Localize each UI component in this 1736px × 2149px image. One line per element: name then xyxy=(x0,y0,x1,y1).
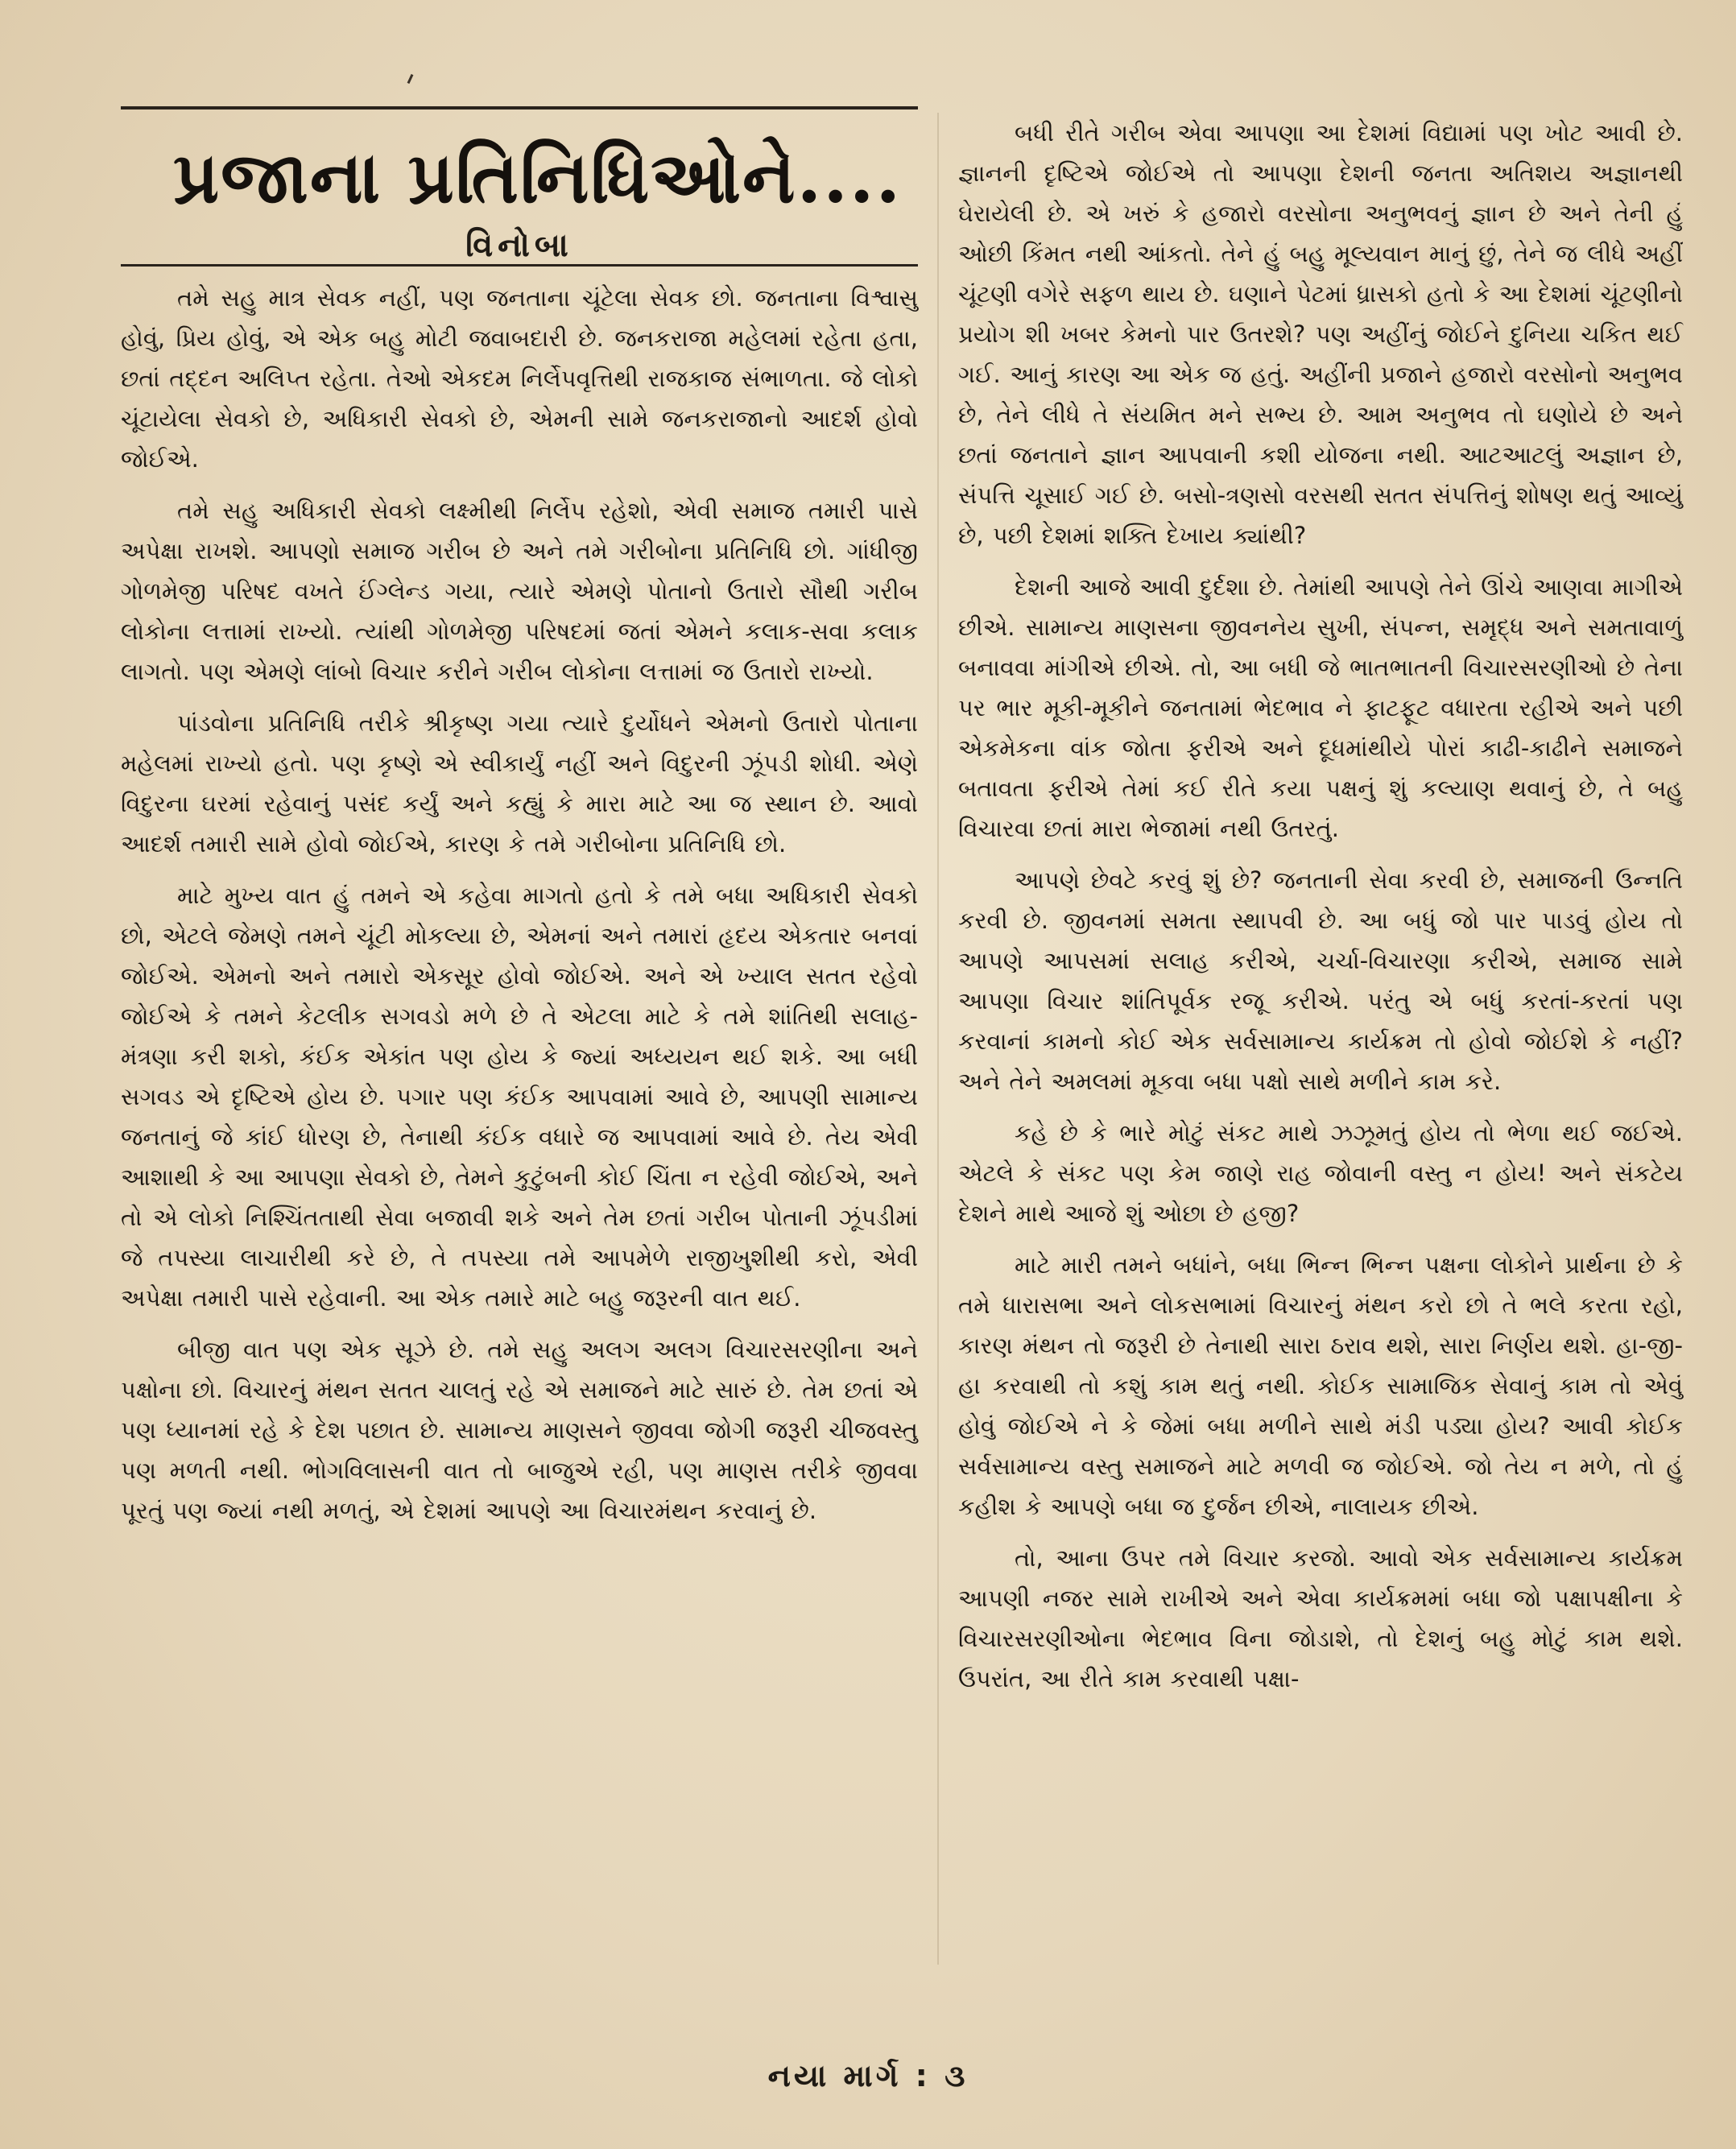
right-paragraph-2: દેશની આજે આવી દુર્દશા છે. તેમાંથી આપણે તેને ઊંચે આણવા માગીએ છીએ. સામાન્ય માણસના જીવનનેય સુખી, સંપન્ન, સમૃદ્ધ અને સમતાવાળું બનાવવા માંગીએ છીએ. તો, આ બધી જે ભાતભાતની વિચારસરણીઓ છે તેના પર ભાર મૂકી-મૂકીને જનતામાં ભેદભાવ ને ફાટફૂટ વધારતા રહીએ અને પછી એકમેકના વાંક જોતા ફરીએ અને દૂધમાંથીયે પોરાં કાઢી-કાઢીને સમાજને બતાવતા ફરીએ તેમાં કઈ રીતે કયા પક્ષનું શું કલ્યાણ થવાનું છે, તે બહુ વિચારવા છતાં મારા ભેજામાં નથી ઉતરતું. xyxy=(958,573,1683,842)
left-paragraph-2: તમે સહુ અધિકારી સેવકો લક્ષ્મીથી નિર્લેપ રહેશો, એવી સમાજ તમારી પાસે અપેક્ષા રાખશે. આપણો સમાજ ગરીબ છે અને તમે ગરીબોના પ્રતિનિધિ છો. ગાંધીજી ગોળમેજી પરિષદ વખતે ઈંગ્લેન્ડ ગયા, ત્યારે એમણે પોતાનો ઉતારો સૌથી ગરીબ લોકોના લત્તામાં રાખ્યો. ત્યાંથી ગોળમેજી પરિષદમાં જતાં એમને કલાક-સવા કલાક લાગતો. પણ એમણે લાંબો વિચાર કરીને ગરીબ લોકોના લત્તામાં જ ઉતારો રાખ્યો. xyxy=(121,497,918,685)
right-paragraph-5: માટે મારી તમને બધાંને, બધા ભિન્ન ભિન્ન પક્ષના લોકોને પ્રાર્થના છે કે તમે ધારાસભા અને લોકસભામાં વિચારનું મંથન કરો છો તે ભલે કરતા રહો, કારણ મંથન તો જરૂરી છે તેનાથી સારા ઠરાવ થશે, સારા નિર્ણય થશે. હા-જી-હા કરવાથી તો કશું કામ થતું નથી. કોઈક સામાજિક સેવાનું કામ તો એવું હોવું જોઈએ ને કે જેમાં બધા મળીને સાથે મંડી પડ્યા હોય? આવી કોઈક સર્વસામાન્ય વસ્તુ સમાજને માટે મળવી જ જોઈએ. જો તેય ન મળે, તો હું કહીશ કે આપણે બધા જ દુર્જન છીએ, નાલાયક છીએ. xyxy=(958,1251,1683,1520)
right-paragraph-1: બધી રીતે ગરીબ એવા આપણા આ દેશમાં વિદ્યામાં પણ ખોટ આવી છે. જ્ઞાનની દૃષ્ટિએ જોઈએ તો આપણા દેશની જનતા અતિશય અજ્ઞાનથી ઘેરાયેલી છે. એ ખરું કે હજારો વરસોના અનુભવનું જ્ઞાન છે અને તેની હું ઓછી કિંમત નથી આંકતો. તેને હું બહુ મૂલ્યવાન માનું છું, તેને જ લીધે અહીં ચૂંટણી વગેરે સફળ થાય છે. ઘણાને પેટમાં ધ્રાસકો હતો કે આ દેશમાં ચૂંટણીનો પ્રયોગ શી ખબર કેમનો પાર ઉતરશે? પણ અહીંનું જોઈને દુનિયા ચકિત થઈ ગઈ. આનું કારણ આ એક જ હતું. અહીંની પ્રજાને હજારો વરસોનો અનુભવ છે, તેને લીધે તે સંયમિત મને સભ્ય છે. આમ અનુભવ તો ઘણોયે છે અને છતાં જનતાને જ્ઞાન આપવાની કશી યોજના નથી. આટઆટલું અજ્ઞાન છે, સંપત્તિ ચૂસાઈ ગઈ છે. બસો-ત્રણસો વરસથી સતત સંપત્તિનું શોષણ થતું આવ્યું છે, પછી દેશમાં શક્તિ દેખાય ક્યાંથી? xyxy=(958,119,1683,549)
right-paragraph-4: કહે છે કે ભારે મોટું સંકટ માથે ઝઝૂમતું હોય તો ભેળા થઈ જઈએ. એટલે કે સંકટ પણ કેમ જાણે રાહ જોવાની વસ્તુ ન હોય! અને સંકટેય દેશને માથે આજે શું ઓછા છે હજી? xyxy=(958,1119,1683,1227)
right-paragraph-3: આપણે છેવટે કરવું શું છે? જનતાની સેવા કરવી છે, સમાજની ઉન્નતિ કરવી છે. જીવનમાં સમતા સ્થાપવી છે. આ બધું જો પાર પાડવું હોય તો આપણે આપસમાં સલાહ કરીએ, ચર્ચા-વિચારણા કરીએ, સમાજ સામે આપણા વિચાર શાંતિપૂર્વક રજૂ કરીએ. પરંતુ એ બધું કરતાં-કરતાં પણ કરવાનાં કામનો કોઈ એક સર્વસામાન્ય કાર્યક્રમ તો હોવો જોઈશે કે નહીં? અને તેને અમલમાં મૂકવા બધા પક્ષો સાથે મળીને કામ કરે. xyxy=(958,866,1683,1095)
left-paragraph-1: તમે સહુ માત્ર સેવક નહીં, પણ જનતાના ચૂંટેલા સેવક છો. જનતાના વિશ્વાસુ હોવું, પ્રિય હોવું, એ એક બહુ મોટી જવાબદારી છે. જનકરાજા મહેલમાં રહેતા હતા, છતાં તદ્દન અલિપ્ત રહેતા. તેઓ એકદમ નિર્લેપવૃત્તિથી રાજકાજ સંભાળતા. જે લોકો ચૂંટાયેલા સેવકો છે, અધિકારી સેવકો છે, એમની સામે જનકરાજાનો આદર્શ હોવો જોઈએ. xyxy=(121,284,918,473)
right-column xyxy=(958,113,1683,1710)
print-speck xyxy=(407,74,414,84)
left-column xyxy=(121,278,918,1542)
left-paragraph-4: માટે મુખ્ય વાત હું તમને એ કહેવા માગતો હતો કે તમે બધા અધિકારી સેવકો છો, એટલે જેમણે તમને ચૂંટી મોકલ્યા છે, એમનાં અને તમારાં હૃદય એકતાર બનવાં જોઈએ. એમનો અને તમારો એકસૂર હોવો જોઈએ. અને એ ખ્યાલ સતત રહેવો જોઈએ કે તમને કેટલીક સગવડો મળે છે તે એટલા માટે કે તમે શાંતિથી સલાહ-મંત્રણા કરી શકો, કંઈક એકાંત પણ હોય કે જ્યાં અધ્યયન થઈ શકે. આ બધી સગવડ એ દૃષ્ટિએ હોય છે. પગાર પણ કંઈક આપવામાં આવે છે, આપણી સામાન્ય જનતાનું જે કાંઈ ધોરણ છે, તેનાથી કંઈક વધારે જ આપવામાં આવે છે. તેય એવી આશાથી કે આ આપણા સેવકો છે, તેમને કુટુંબની કોઈ ચિંતા ન રહેવી જોઈએ, અને તો એ લોકો નિશ્ચિંતતાથી સેવા બજાવી શકે અને તેમ છતાં ગરીબ પોતાની ઝૂંપડીમાં જે તપસ્યા લાચારીથી કરે છે, તે તપસ્યા તમે આપમેળે રાજીખુશીથી કરો, એવી અપેક્ષા તમારી પાસે રહેવાની. આ એક તમારે માટે બહુ જરૂરની વાત થઈ. xyxy=(121,882,918,1312)
author-rule xyxy=(121,264,918,267)
header-top-rule xyxy=(121,106,918,110)
page-footer: નયા માર્ગ : ૩ xyxy=(767,2058,969,2093)
article-author: વિનોબા xyxy=(465,227,573,264)
left-paragraph-5: બીજી વાત પણ એક સૂઝે છે. તમે સહુ અલગ અલગ વિચારસરણીના અને પક્ષોના છો. વિચારનું મંથન સતત ચાલતું રહે એ સમાજને માટે સારું છે. તેમ છતાં એ પણ ધ્યાનમાં રહે કે દેશ પછાત છે. સામાન્ય માણસને જીવવા જોગી જરૂરી ચીજવસ્તુ પણ મળતી નથી. ભોગવિલાસની વાત તો બાજુએ રહી, પણ માણસ તરીકે જીવવા પૂરતું પણ જ્યાં નથી મળતું, એ દેશમાં આપણે આ વિચારમંથન કરવાનું છે. xyxy=(121,1336,918,1524)
article-title: પ્રજાના પ્રતિનિધિઓને.... xyxy=(173,135,903,219)
right-paragraph-6: તો, આના ઉપર તમે વિચાર કરજો. આવો એક સર્વસામાન્ય કાર્યક્રમ આપણી નજર સામે રાખીએ અને એવા કાર્યક્રમમાં બધા જો પક્ષાપક્ષીના કે વિચારસરણીઓના ભેદભાવ વિના જોડાશે, તો દેશનું બહુ મોટું કામ થશે. ઉપરાંત, આ રીતે કામ કરવાથી પક્ષા- xyxy=(958,1544,1683,1692)
left-paragraph-3: પાંડવોના પ્રતિનિધિ તરીકે શ્રીકૃષ્ણ ગયા ત્યારે દુર્યોધને એમનો ઉતારો પોતાના મહેલમાં રાખ્યો હતો. પણ કૃષ્ણે એ સ્વીકાર્યું નહીં અને વિદુરની ઝૂંપડી શોધી. એણે વિદુરના ઘરમાં રહેવાનું પસંદ કર્યું અને કહ્યું કે મારા માટે આ જ સ્થાન છે. આવો આદર્શ તમારી સામે હોવો જોઈએ, કારણ કે તમે ગરીબોના પ્રતિનિધિ છો. xyxy=(121,709,918,858)
column-divider xyxy=(937,113,939,1965)
